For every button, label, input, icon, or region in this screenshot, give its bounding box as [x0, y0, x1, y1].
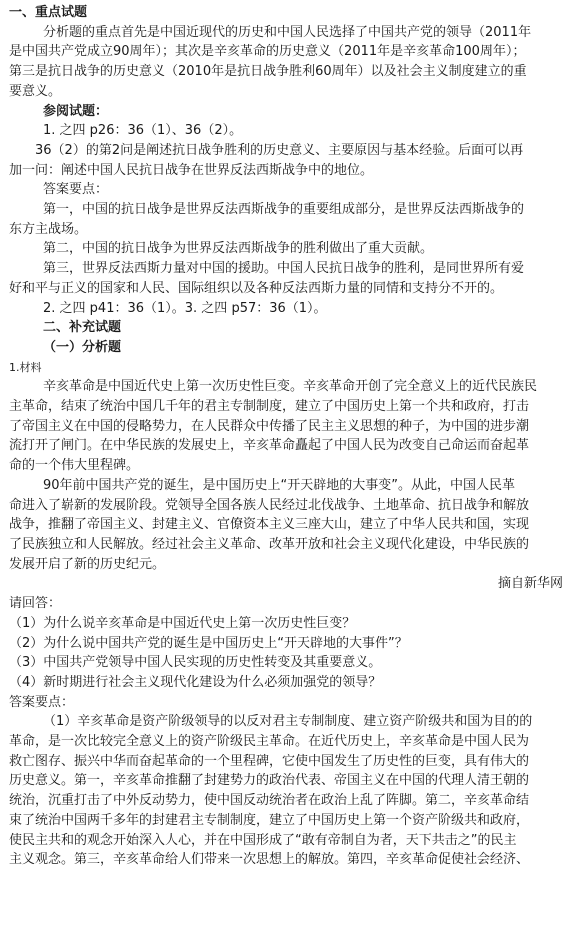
text-line: 分析题的重点首先是中国近现代的历史和中国人民选择了中国共产党的领导（2011年 [43, 24, 532, 40]
text-line: 第二，中国的抗日战争为世界反法西斯战争的胜利做出了重大贡献。 [43, 241, 434, 257]
text-line: 使民主共和的观念开始深入人心，并在中国形成了“敢有帝制自为者，天下共击之”的民主 [9, 832, 517, 848]
text-line: （一）分析题 [43, 339, 122, 355]
text-line: 命的一个伟大里程碑。 [9, 458, 140, 474]
text-line: 主义观念。第三，辛亥革命给人们带来一次思想上的解放。第四，辛亥革命促使社会经济、 [9, 852, 530, 868]
text-line: 请回答： [9, 596, 62, 612]
text-line: 束了统治中国两千多年的封建君主专制制度，建立了中国历史上第一个资产阶级共和政府， [9, 812, 530, 828]
text-line: （3）中国共产党领导中国人民实现的历史性转变及其重要意义。 [9, 655, 382, 671]
text-line: 答案要点： [43, 182, 109, 198]
text-line: 了帝国主义在中国的侵略势力，在人民群众中传播了民主主义思想的种子，为中国的进步潮 [9, 418, 530, 434]
text-line: 一、重点试题 [9, 5, 88, 20]
text-line: 主革命，结束了统治中国几千年的君主专制制度，建立了中国历史上第一个共和政府，打击 [9, 399, 530, 415]
text-line: 第三是抗日战争的历史意义（2010年是抗日战争胜利60周年）以及社会主义制度建立的重 [9, 64, 527, 80]
text-line: （1）辛亥革命是资产阶级领导的以反对君主专制制度、建立资产阶级共和国为目的的 [43, 714, 533, 730]
text-line: 历史意义。第一，辛亥革命推翻了封建势力的政治代表、帝国主义在中国的代理人清王朝的 [9, 773, 530, 789]
text-line: 参阅试题： [43, 103, 109, 119]
text-line: 战争，推翻了帝国主义、封建主义、官僚资本主义三座大山，建立了中华人民共和国，实现 [9, 517, 530, 533]
text-line: 命进入了崭新的发展阶段。党领导全国各族人民经过北伐战争、土地革命、抗日战争和解放 [9, 497, 530, 513]
text-line: 好和平与正义的国家和人民、国际组织以及各种反法西斯力量的同情和支持分不开的。 [9, 280, 504, 296]
text-line: 1. 之四 p26：36（1）、36（2）。 [43, 123, 243, 139]
text-line: 摘自新华网 [497, 576, 563, 592]
text-line: 加一问：阐述中国人民抗日战争在世界反法西斯战争中的地位。 [9, 162, 374, 178]
text-line: 二、补充试题 [43, 320, 122, 336]
text-line: 90年前中国共产党的诞生，是中国历史上“开天辟地的大事变”。从此，中国人民革 [43, 477, 516, 493]
text-line: 第三，世界反法西斯力量对中国的援助。中国人民抗日战争的胜利，是同世界所有爱 [43, 261, 525, 277]
text-line: （2）为什么说中国共产党的诞生是中国历史上“开天辟地的大事件”？ [9, 635, 408, 651]
text-line: （1）为什么说辛亥革命是中国近代史上第一次历史性巨变？ [9, 615, 356, 631]
text-line: 统治，沉重打击了中外反动势力，使中国反动统治者在政治上乱了阵脚。第二，辛亥革命结 [9, 793, 530, 809]
text-line: 救亡图存、振兴中华而奋起革命的一个里程碑，它使中国发生了历史性的巨变，具有伟大的 [9, 753, 530, 769]
text-line: 辛亥革命是中国近代史上第一次历史性巨变。辛亥革命开创了完全意义上的近代民族民 [43, 379, 538, 395]
text-line: 了民族独立和人民解放。经过社会主义革命、改革开放和社会主义现代化建设，中华民族的 [9, 536, 530, 552]
text-line: 流打开了闸门。在中华民族的发展史上，辛亥革命矗起了中国人民为改变自己命运而奋起革 [9, 438, 530, 454]
text-line: 36（2）的第2问是阐述抗日战争胜利的历史意义、主要原因与基本经验。后面可以再 [35, 142, 524, 158]
text-line: 是中国共产党成立90周年）；其次是辛亥革命的历史意义（2011年是辛亥革命100周年）； [9, 44, 526, 60]
text-line: （4）新时期进行社会主义现代化建设为什么必须加强党的领导？ [9, 674, 382, 690]
text-line: 发展开启了新的历史纪元。 [9, 556, 166, 572]
text-line: 第一，中国的抗日战争是世界反法西斯战争的重要组成部分，是世界反法西斯战争的 [43, 202, 525, 218]
text-line: 革命，是一次比较完全意义上的资产阶级民主革命。在近代历史上，辛亥革命是中国人民为 [9, 734, 530, 750]
text-line: 答案要点： [9, 694, 75, 710]
text-line: 东方主战场。 [9, 221, 88, 237]
text-line: 1.材料 [9, 360, 42, 374]
text-line: 要意义。 [9, 83, 62, 99]
text-line: 2. 之四 p41：36（1）。3. 之四 p57：36（1）。 [43, 300, 327, 316]
